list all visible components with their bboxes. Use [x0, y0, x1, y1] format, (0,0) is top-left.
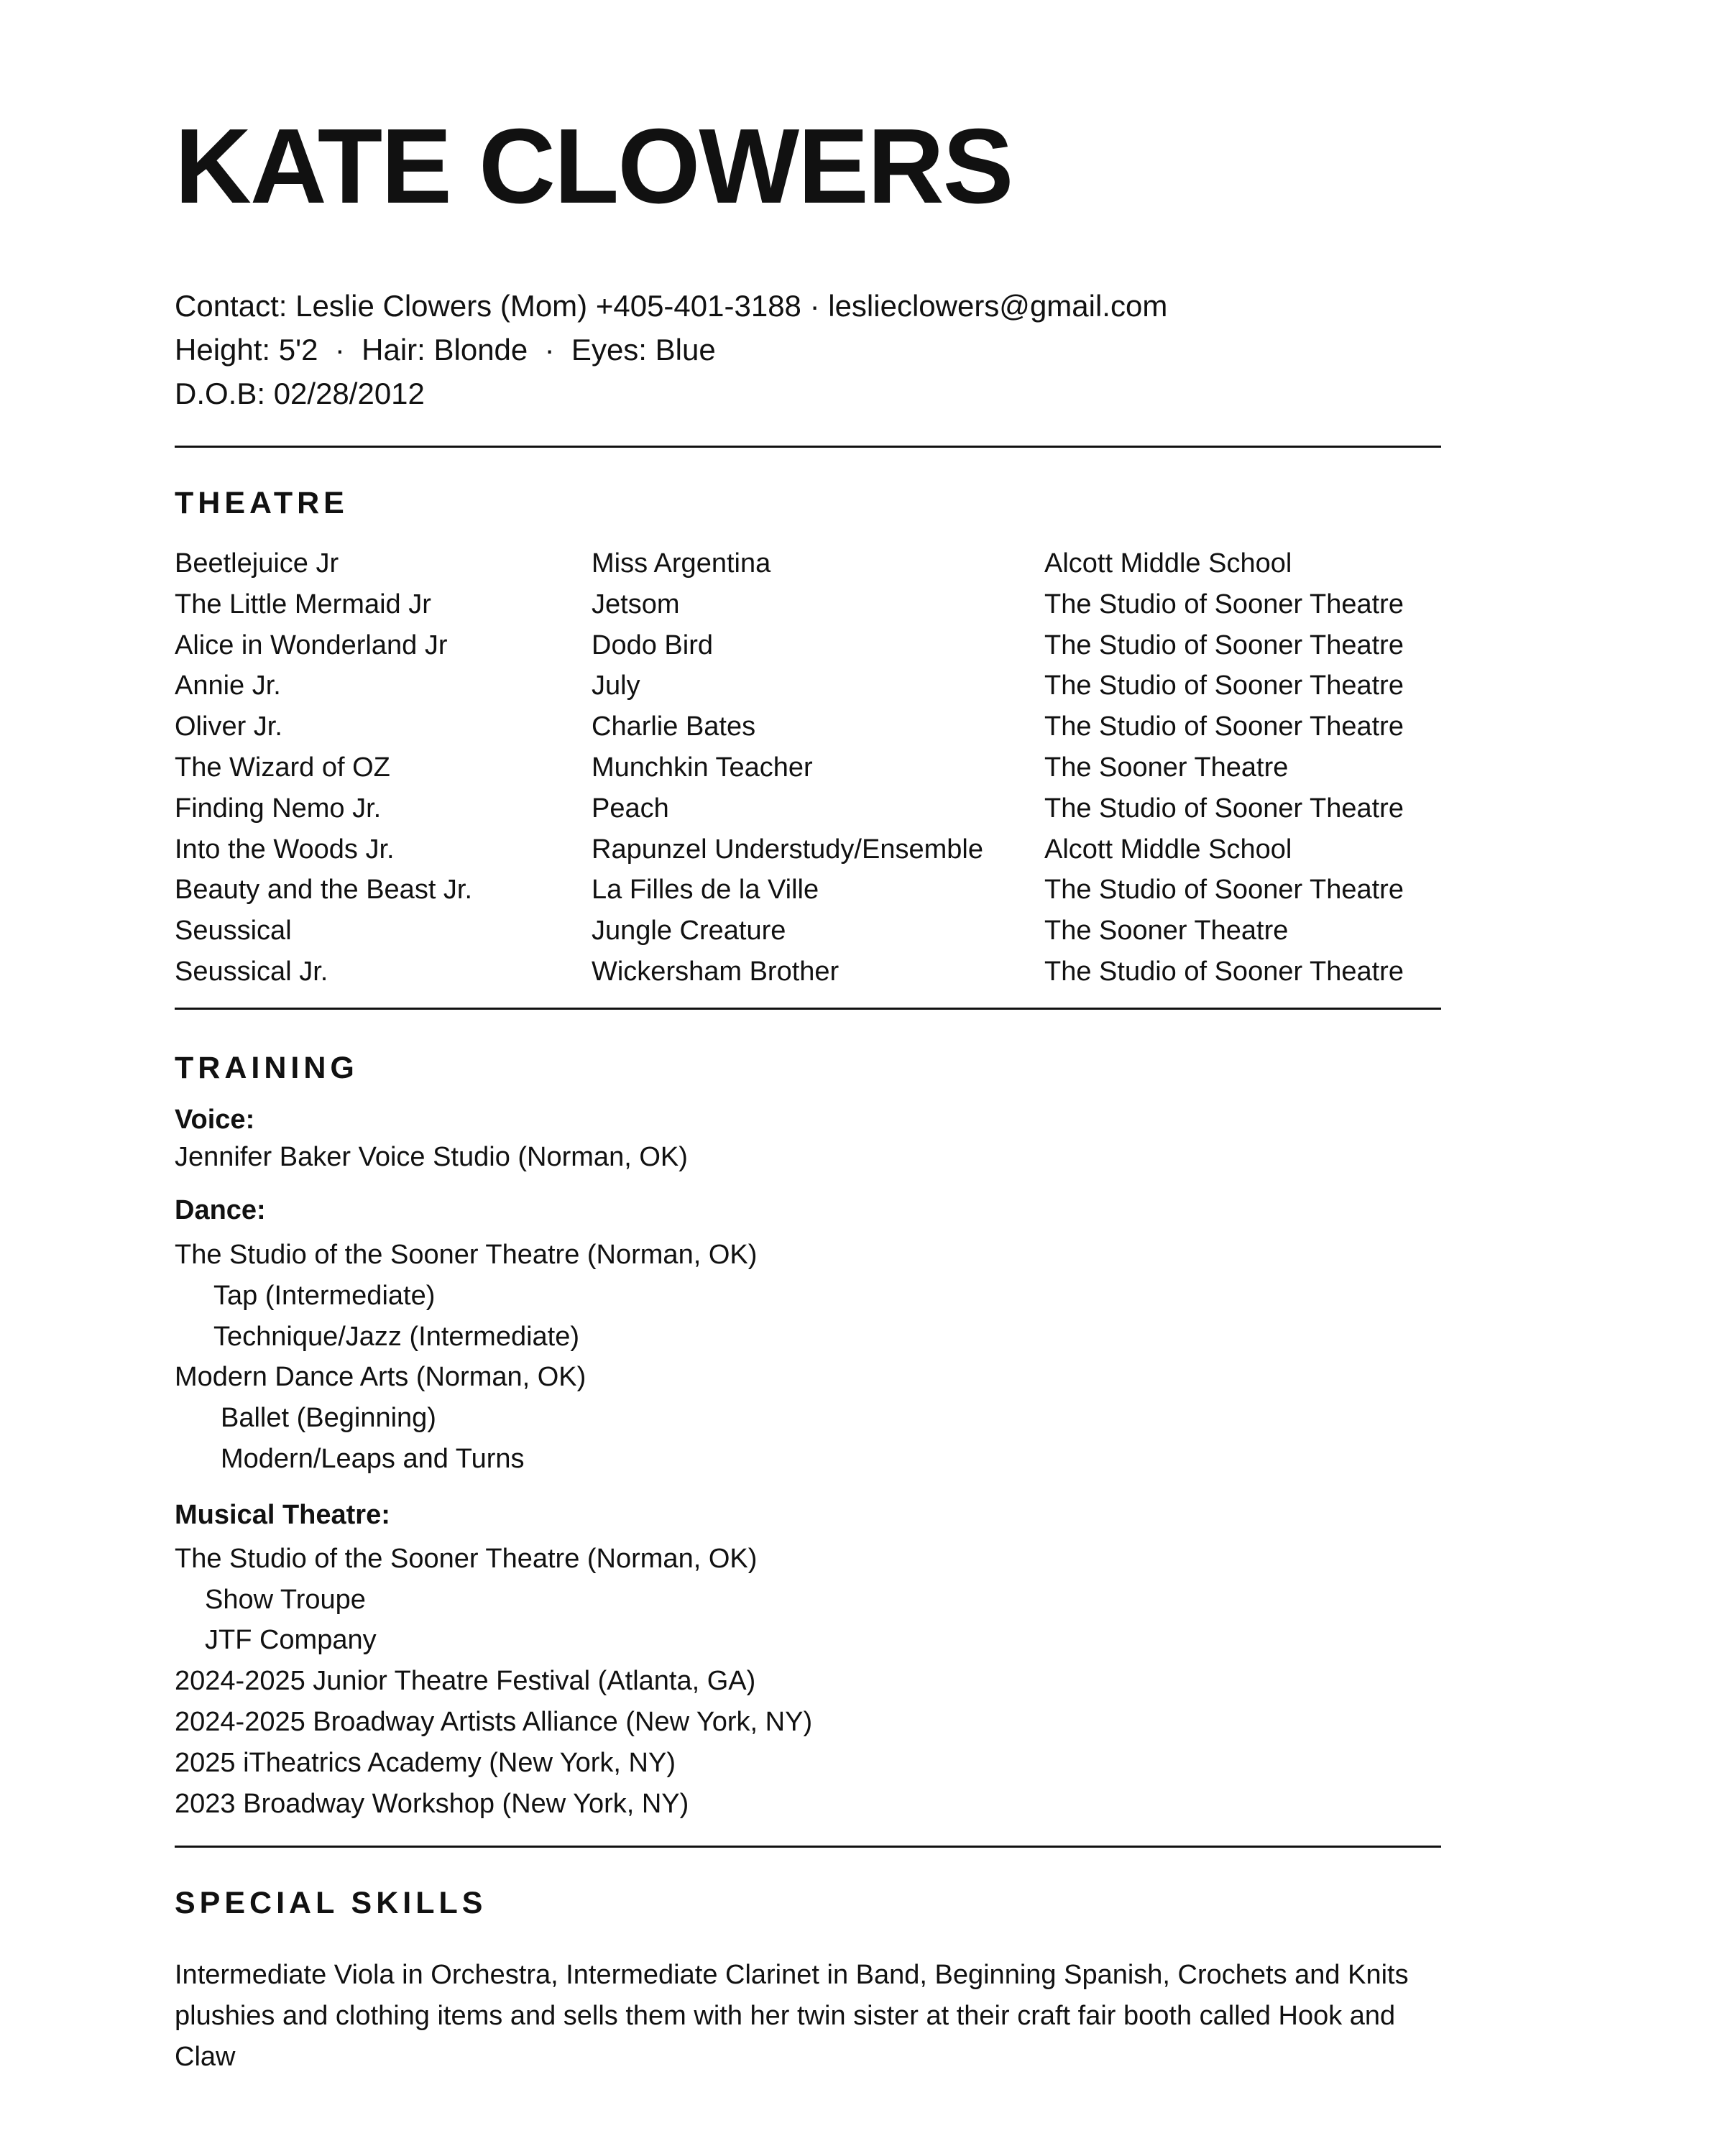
- table-row: [175, 916, 1441, 957]
- table-row: [175, 793, 1441, 834]
- dance-class: Technique/Jazz (Intermediate): [213, 1321, 580, 1352]
- theatre-heading: THEATRE: [175, 486, 349, 520]
- venue: The Studio of Sooner Theatre: [1044, 793, 1404, 824]
- dance-class: Ballet (Beginning): [221, 1403, 436, 1434]
- dance-class: Tap (Intermediate): [213, 1280, 436, 1311]
- theatre-credits-table: [175, 548, 1441, 998]
- table-row: [175, 875, 1441, 916]
- table-row: [175, 589, 1441, 630]
- training-heading: TRAINING: [175, 1051, 359, 1085]
- table-row: [175, 630, 1441, 671]
- dance-studio: Modern Dance Arts (Norman, OK): [175, 1362, 586, 1393]
- venue: The Studio of Sooner Theatre: [1044, 711, 1404, 742]
- role: Munchkin Teacher: [592, 752, 813, 783]
- musical-theatre-program: 2024-2025 Junior Theatre Festival (Atlanta, GA): [175, 1666, 756, 1697]
- role: Wickersham Brother: [592, 956, 840, 987]
- table-row: [175, 711, 1441, 752]
- venue: The Sooner Theatre: [1044, 752, 1289, 783]
- venue: The Studio of Sooner Theatre: [1044, 956, 1404, 987]
- venue: The Studio of Sooner Theatre: [1044, 589, 1404, 619]
- show-title: Finding Nemo Jr.: [175, 793, 382, 824]
- table-row: [175, 834, 1441, 875]
- show-title: The Little Mermaid Jr: [175, 589, 431, 619]
- resume-name: KATE CLOWERS: [175, 107, 1013, 226]
- show-title: Alice in Wonderland Jr: [175, 630, 448, 660]
- contact-line: Contact: Leslie Clowers (Mom) +405-401-3188 · leslieclowers@gmail.com: [175, 289, 1168, 323]
- table-row: [175, 671, 1441, 711]
- table-row: [175, 548, 1441, 589]
- special-skills-text: Intermediate Viola in Orchestra, Intermediate Clarinet in Band, Beginning Spanish, Crochets and Knits plushies and clothing items and sells them with her twin sister at their craft fair booth called Hook and Claw: [175, 1960, 1409, 2072]
- musical-theatre-studio: The Studio of the Sooner Theatre (Norman, OK): [175, 1543, 758, 1574]
- role: Jetsom: [592, 589, 680, 619]
- dance-heading: Dance:: [175, 1195, 266, 1225]
- show-title: Seussical: [175, 916, 292, 946]
- dance-class: Modern/Leaps and Turns: [221, 1443, 525, 1474]
- venue: Alcott Middle School: [1044, 834, 1292, 865]
- voice-heading: Voice:: [175, 1105, 255, 1135]
- role: Dodo Bird: [592, 630, 713, 660]
- divider: [175, 1008, 1441, 1010]
- role: La Filles de la Ville: [592, 875, 819, 906]
- physical-stats: Height: 5'2 · Hair: Blonde · Eyes: Blue: [175, 333, 716, 367]
- voice-studio: Jennifer Baker Voice Studio (Norman, OK): [175, 1142, 688, 1172]
- musical-theatre-program: 2025 iTheatrics Academy (New York, NY): [175, 1747, 676, 1778]
- show-title: Annie Jr.: [175, 671, 281, 701]
- date-of-birth: D.O.B: 02/28/2012: [175, 377, 425, 410]
- table-row: [175, 752, 1441, 793]
- role: Charlie Bates: [592, 711, 756, 742]
- show-title: Beetlejuice Jr: [175, 548, 339, 579]
- special-skills-heading: SPECIAL SKILLS: [175, 1886, 487, 1920]
- venue: Alcott Middle School: [1044, 548, 1292, 579]
- musical-theatre-program: 2023 Broadway Workshop (New York, NY): [175, 1788, 689, 1819]
- dance-studio: The Studio of the Sooner Theatre (Norman, OK): [175, 1240, 758, 1270]
- show-title: Beauty and the Beast Jr.: [175, 875, 473, 906]
- musical-theatre-program: 2024-2025 Broadway Artists Alliance (New York, NY): [175, 1706, 813, 1737]
- divider: [175, 1846, 1441, 1848]
- musical-theatre-group: JTF Company: [205, 1625, 377, 1656]
- musical-theatre-group: Show Troupe: [205, 1584, 366, 1615]
- venue: The Sooner Theatre: [1044, 916, 1289, 946]
- role: Miss Argentina: [592, 548, 771, 579]
- show-title: Seussical Jr.: [175, 956, 328, 987]
- venue: The Studio of Sooner Theatre: [1044, 630, 1404, 660]
- show-title: The Wizard of OZ: [175, 752, 390, 783]
- table-row: [175, 957, 1441, 998]
- training-section: [175, 1101, 812, 1824]
- venue: The Studio of Sooner Theatre: [1044, 671, 1404, 701]
- role: Peach: [592, 793, 669, 824]
- contact-info: [175, 284, 1167, 415]
- role: Jungle Creature: [592, 916, 786, 946]
- divider: [175, 446, 1441, 448]
- show-title: Into the Woods Jr.: [175, 834, 395, 865]
- role: July: [592, 671, 640, 701]
- show-title: Oliver Jr.: [175, 711, 282, 742]
- venue: The Studio of Sooner Theatre: [1044, 875, 1404, 906]
- musical-theatre-heading: Musical Theatre:: [175, 1499, 390, 1530]
- role: Rapunzel Understudy/Ensemble: [592, 834, 983, 865]
